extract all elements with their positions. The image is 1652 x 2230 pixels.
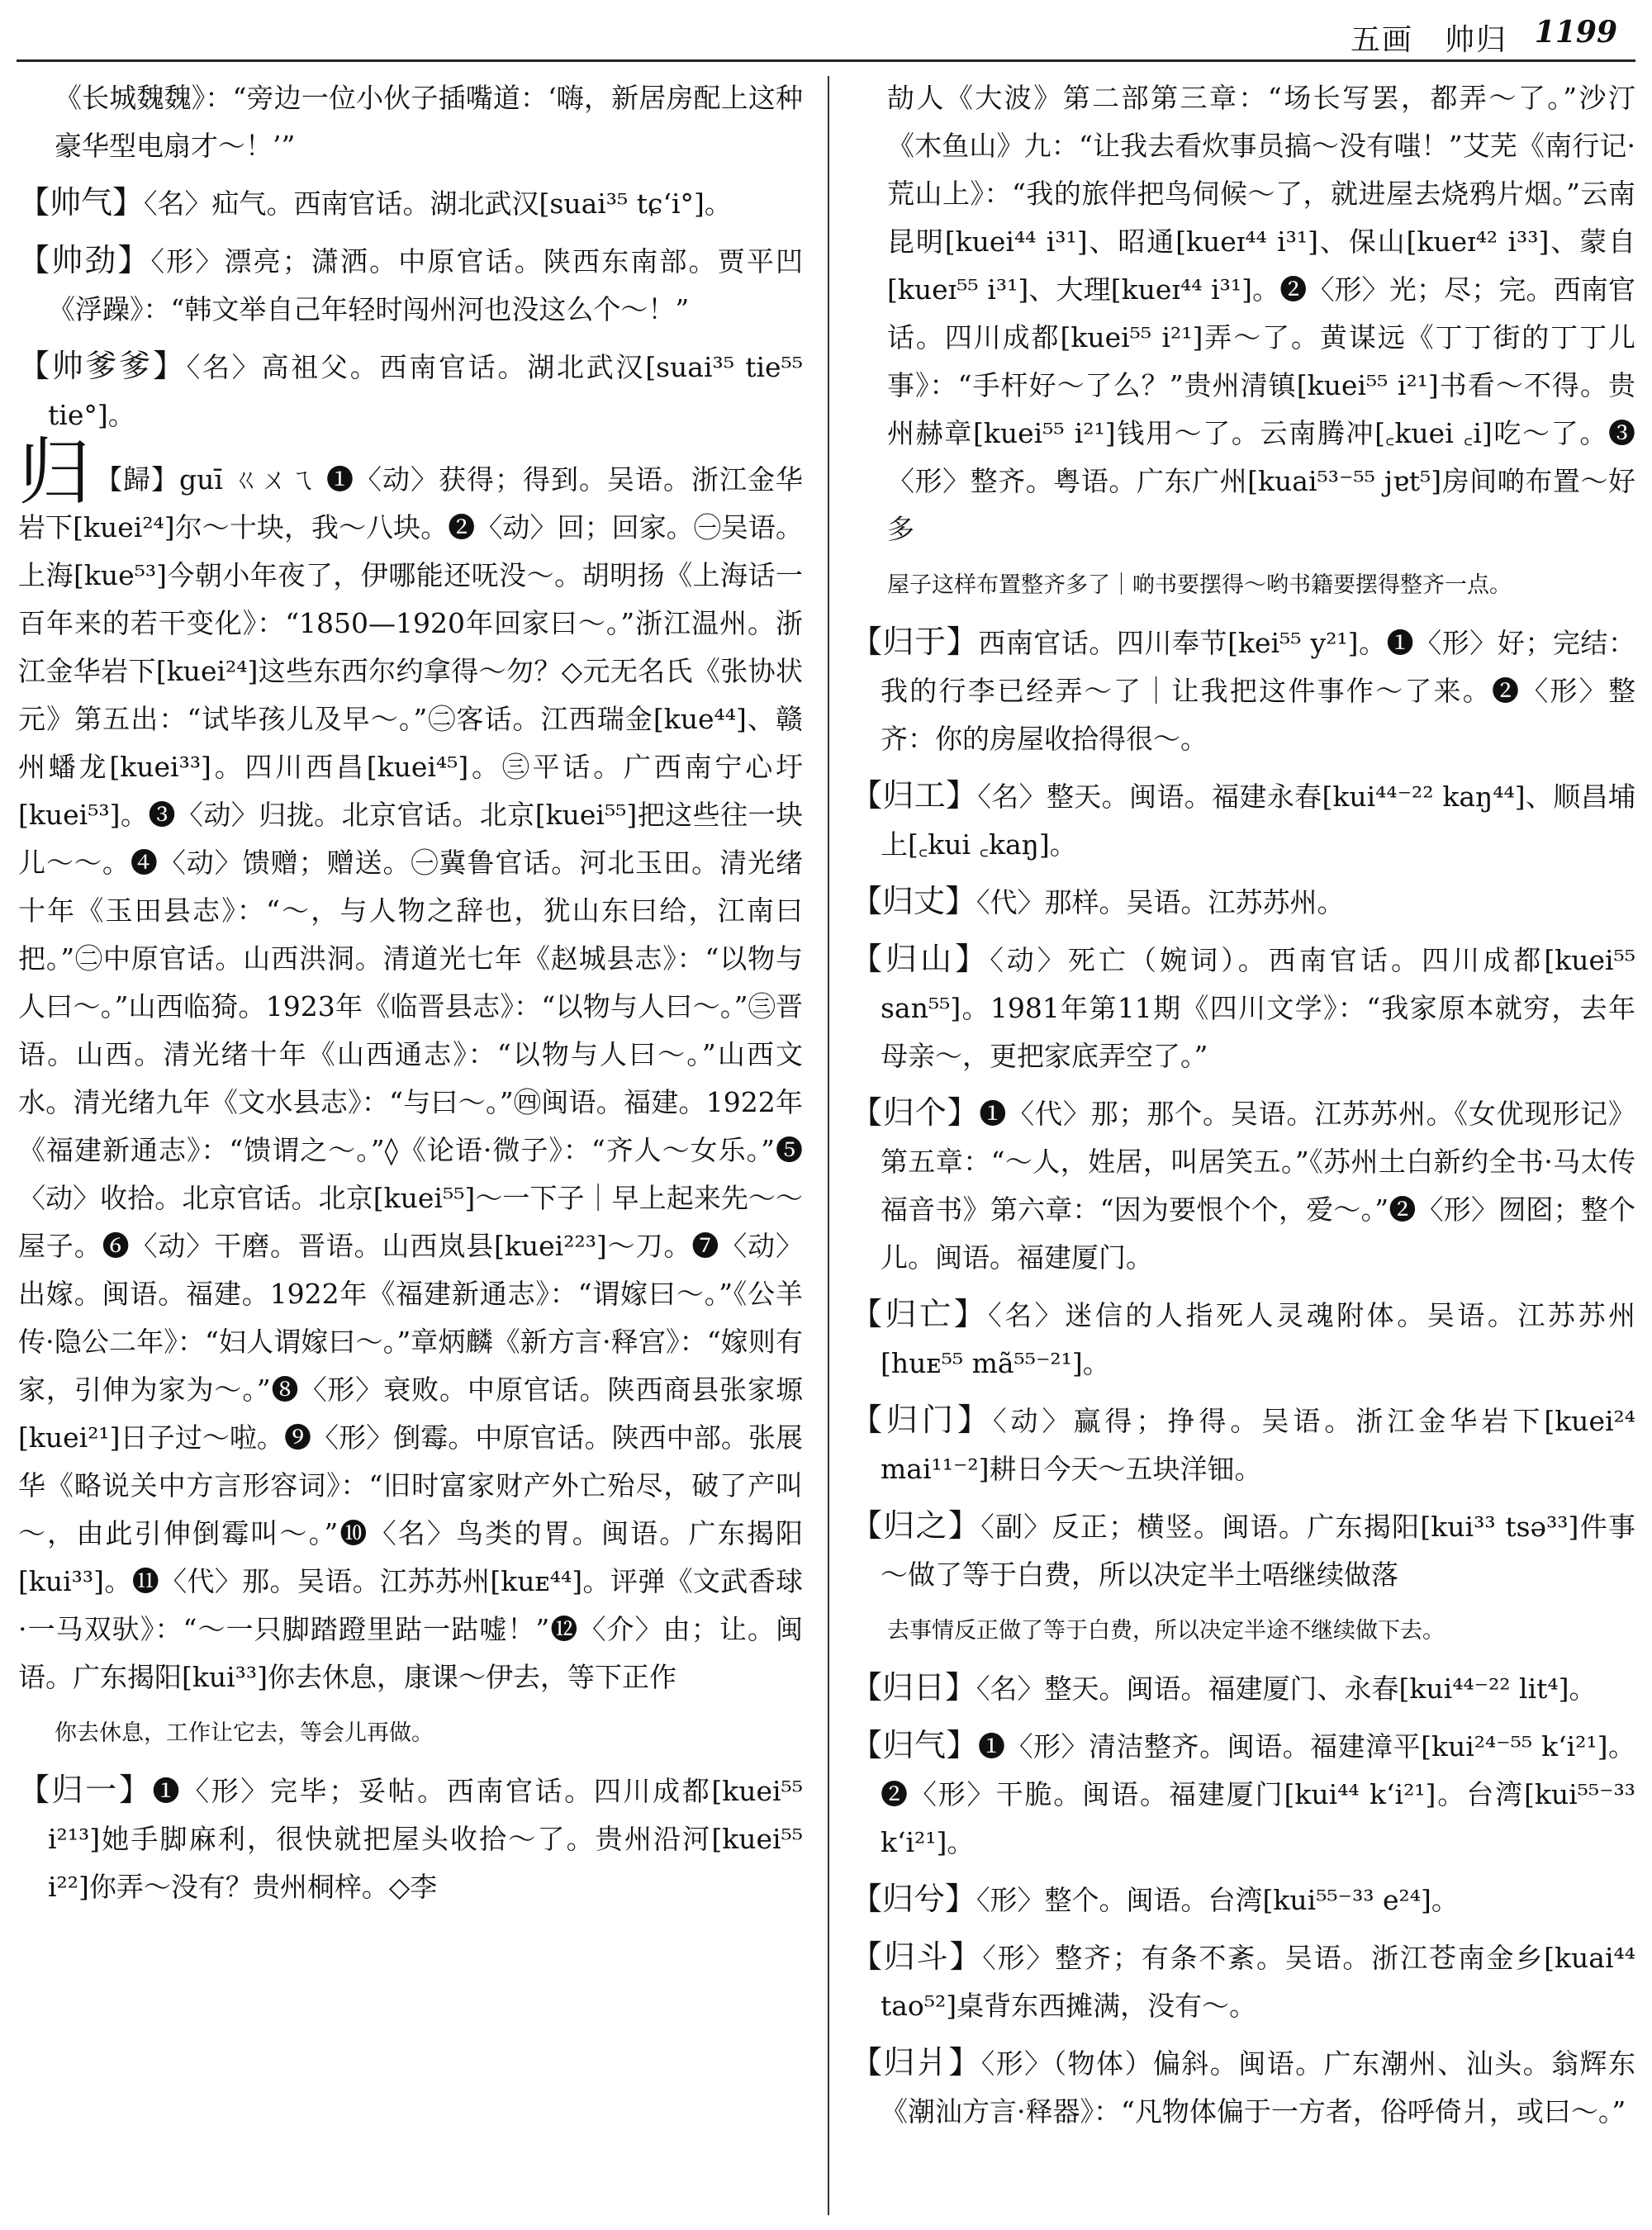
page-number: 1199 bbox=[1534, 15, 1617, 50]
entry-guipan bbox=[851, 2038, 1635, 2136]
continuation-text: 《长城魏魏》：“旁边一位小伙子插嘴道：‘嗨，新居房配上这种豪华型电扇才～！’” bbox=[55, 82, 803, 162]
definition: 〈代〉那样。吴语。江苏苏州。 bbox=[976, 886, 1345, 918]
headword: 【归气】 bbox=[851, 1727, 979, 1763]
headword: 【归斗】 bbox=[851, 1938, 983, 1975]
entry-guizhi bbox=[851, 1502, 1635, 1599]
definition: 〈动〉死亡（婉词）。西南官话。四川成都[kuei⁵⁵ san⁵⁵]。1981年第11期《四川文学》：“我家原本就穷，去年母亲～，更把家底弄空了。” bbox=[881, 944, 1635, 1072]
entry-guigong bbox=[851, 771, 1635, 869]
definition: 〈副〉反正；横竖。闽语。广东揭阳[kui³³ tsə³³]件事～做了等于白费，所以决定半土唔继续做落 bbox=[881, 1511, 1635, 1591]
entry-guidou bbox=[851, 1933, 1635, 2030]
definition: 西南官话。四川奉节[kei⁵⁵ y²¹]。❶〈形〉好；完结：我的行李已经弄～了｜让我把这件事作～了来。❷〈形〉整齐：你的房屋收拾得很～。 bbox=[881, 627, 1635, 755]
entry-gui-main bbox=[18, 429, 803, 1701]
headword: 【归兮】 bbox=[851, 1881, 977, 1917]
entry-guimen bbox=[851, 1396, 1635, 1493]
headword: 【帅气】 bbox=[18, 184, 145, 221]
column-divider bbox=[828, 76, 829, 2215]
headword: 【归一】 bbox=[18, 1772, 153, 1808]
headword: 【归丈】 bbox=[851, 883, 977, 919]
gloss-note: 去事情反正做了等于白费，所以决定半途不继续做下去。 bbox=[887, 1618, 1445, 1644]
headword: 【归个】 bbox=[851, 1094, 980, 1131]
entry-guiwang bbox=[851, 1290, 1635, 1388]
definition: 〈名〉迷信的人指死人灵魂附体。吴语。江苏苏州[huᴇ⁵⁵ mã⁵⁵⁻²¹]。 bbox=[881, 1299, 1635, 1379]
entry-guiyu bbox=[851, 618, 1635, 763]
entry-shuaidiedie bbox=[18, 342, 803, 439]
entry-shuaiqi bbox=[18, 178, 803, 228]
definition: ❶〈形〉完毕；妥帖。西南官话。四川成都[kuei⁵⁵ i²¹³]她手脚麻利，很快就把屋头收拾～了。贵州沿河[kuei⁵⁵ i²²]你弄～没有？贵州桐梓。◇李 bbox=[48, 1775, 803, 1903]
definition: 〈名〉疝气。西南官话。湖北武汉[suai³⁵ tɕʻi°]。 bbox=[144, 187, 732, 220]
entry-guiri bbox=[851, 1663, 1635, 1713]
headword: 【归爿】 bbox=[851, 2044, 981, 2081]
continuation-text: 劼人《大波》第二部第三章：“场长写罢，都弄～了。”沙汀《木鱼山》九：“让我去看炊事员搞～没有嗤！”艾芜《南行记·荒山上》：“我的旅伴把鸟伺候～了，就进屋去烧鸦片烟。”云南昆明[kuei⁴⁴ i³¹]、昭通[kueɪ⁴⁴ i³¹]、保山[kueɪ⁴² i³³]、蒙自[kueɪ⁵⁵ i³¹]、大理[kueɪ⁴⁴ i³¹]。❷〈形〉光；尽；完。西南官话。四川成都[kuei⁵⁵ i²¹]弄～了。黄谋远《丁丁街的丁丁儿事》：“手杆好～了么？”贵州清镇[kuei⁵⁵ i²¹]书看～不得。贵州赫章[kuei⁵⁵ i²¹]钱用～了。云南腾冲[꜀kuei ꜀i]吃～了。❸〈形〉整齐。粤语。广东广州[kuai⁵³⁻⁵⁵ jɐt⁵]房间啲布置～好多 bbox=[887, 82, 1635, 545]
entry-guiyi bbox=[18, 1766, 803, 1911]
definition: 〈名〉整天。闽语。福建永春[kui⁴⁴⁻²² kaŋ⁴⁴]、顺昌埔上[꜀kui ꜀kaŋ]。 bbox=[881, 780, 1635, 861]
running-title: 五画 帅归 bbox=[1350, 23, 1507, 57]
entry-guishan bbox=[851, 935, 1635, 1080]
gloss-note: 屋子这样布置整齐多了｜啲书要摆得～哟书籍要摆得整齐一点。 bbox=[887, 572, 1512, 598]
headword: 【归之】 bbox=[851, 1507, 981, 1544]
main-headword: 归 bbox=[18, 429, 93, 515]
headword: 【归于】 bbox=[851, 624, 979, 660]
right-column bbox=[851, 74, 1635, 2222]
gloss-note: 你去休息，工作让它去，等会儿再做。 bbox=[55, 1720, 434, 1746]
definition: 〈形〉整齐；有条不紊。吴语。浙江苍南金乡[kuai⁴⁴ tao⁵²]桌背东西摊满，没有～。 bbox=[881, 1942, 1635, 2022]
entry-guixi bbox=[851, 1875, 1635, 1924]
entry-guizhang bbox=[851, 877, 1635, 927]
headword: 【归工】 bbox=[851, 777, 978, 814]
header-rule bbox=[17, 59, 1635, 62]
headword: 【帅爹爹】 bbox=[18, 348, 187, 384]
headword: 【归亡】 bbox=[851, 1296, 989, 1332]
page-header bbox=[0, 12, 1652, 61]
definition: 〈形〉（物体）偏斜。闽语。广东潮州、汕头。翁辉东《潮汕方言·释器》：“凡物体偏于一方者，俗呼倚爿，或曰～。” bbox=[881, 2047, 1635, 2128]
left-column bbox=[18, 74, 803, 2222]
definition: 〈名〉整天。闽语。福建厦门、永春[kui⁴⁴⁻²² lit⁴]。 bbox=[976, 1672, 1597, 1705]
entry-guiqi bbox=[851, 1721, 1635, 1867]
headword: 【帅劲】 bbox=[18, 242, 151, 278]
definition: 〈名〉高祖父。西南官话。湖北武汉[suai³⁵ tie⁵⁵ tie°]。 bbox=[48, 351, 803, 431]
definition: ❶〈形〉清洁整齐。闽语。福建漳平[kui²⁴⁻⁵⁵ kʻi²¹]。❷〈形〉干脆。闽语。福建厦门[kui⁴⁴ kʻi²¹]。台湾[kui⁵⁵⁻³³ kʻi²¹]。 bbox=[881, 1730, 1635, 1858]
entry-guige bbox=[851, 1089, 1635, 1282]
definition: ❶〈代〉那；那个。吴语。江苏苏州。《女优现形记》第五章：“～人，姓居，叫居笑五。”《苏州土白新约全书·马太传福音书》第六章：“因为要恨个个，爱～。”❷〈形〉囫囵；整个儿。闽语。福建厦门。 bbox=[881, 1098, 1635, 1274]
definition: 〈形〉漂亮；潇洒。中原官话。陕西东南部。贾平凹《浮躁》：“韩文举自己年轻时闯州河也没这么个～！” bbox=[48, 245, 803, 325]
headword: 【归山】 bbox=[851, 941, 990, 977]
definition: 【歸】guī ㄍㄨㄟ ❶〈动〉获得；得到。吴语。浙江金华岩下[kuei²⁴]尔～十块，我～八块。❷〈动〉回；回家。㊀吴语。上海[kue⁵³]今朝小年夜了，伊哪能还呒没～。胡明扬《上海话一百年来的若干变化》：“1850—1920年回家曰～。”浙江温州。浙江金华岩下[kuei²⁴]这些东西尔约拿得～勿？◇元无名氏《张协状元》第五出：“试毕孩儿及早～。”㊁客话。江西瑞金[kue⁴⁴]、赣州蟠龙[kuei³³]。四川西昌[kuei⁴⁵]。㊂平话。广西南宁心圩[kuei⁵³]。❸〈动〉归拢。北京官话。北京[kuei⁵⁵]把这些往一块儿～～。❹〈动〉馈赠；赠送。㊀冀鲁官话。河北玉田。清光绪十年《玉田县志》：“～，与人物之辞也，犹山东曰给，江南曰把。”㊁中原官话。山西洪洞。清道光七年《赵城县志》：“以物与人曰～。”山西临猗。1923年《临晋县志》：“以物与人曰～。”㊂晋语。山西。清光绪十年《山西通志》：“以物与人曰～。”山西文水。清光绪九年《文水县志》：“与曰～。”㊃闽语。福建。1922年《福建新通志》：“馈谓之～。”◊《论语·微子》：“齐人～女乐。”❺〈动〉收拾。北京官话。北京[kuei⁵⁵]～一下子｜早上起来先～～屋子。❻〈动〉干磨。晋语。山西岚县[kuei²²³]～刀。❼〈动〉出嫁。闽语。福建。1922年《福建新通志》：“谓嫁曰～。”《公羊传·隐公二年》：“妇人谓嫁曰～。”章炳麟《新方言·释宫》：“嫁则有家，引伸为家为～。”❽〈形〉衰败。中原官话。陕西商县张家塬[kuei²¹]日子过～啦。❾〈形〉倒霉。中原官话。陕西中部。张展华《略说关中方言形容词》：“旧时富家财产外亡殆尽，破了产叫～，由此引伸倒霉叫～。”❿〈名〉鸟类的胃。闽语。广东揭阳[kui³³]。⓫〈代〉那。吴语。江苏苏州[kuᴇ⁴⁴]。评弹《文武香球·一马双驮》：“～一只脚踏蹬里跍一跍嘘！”⓬〈介〉由；让。闽语。广东揭阳[kui³³]你去休息，康课～伊去，等下正作 bbox=[18, 463, 803, 1693]
definition: 〈形〉整个。闽语。台湾[kui⁵⁵⁻³³ e²⁴]。 bbox=[976, 1884, 1459, 1916]
entry-shuaijin bbox=[18, 236, 803, 334]
headword: 【归门】 bbox=[851, 1402, 993, 1438]
headword: 【归日】 bbox=[851, 1669, 977, 1706]
definition: 〈动〉赢得；挣得。吴语。浙江金华岩下[kuei²⁴ mai¹¹⁻²]耕日今天～五块洋钿。 bbox=[881, 1405, 1635, 1485]
